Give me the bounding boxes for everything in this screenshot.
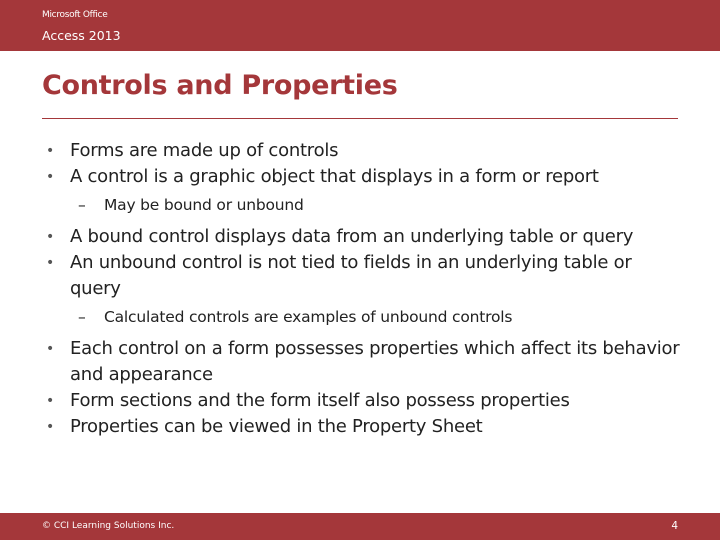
- bullet-marker: •: [46, 255, 55, 271]
- sub-bullet-text: Calculated controls are examples of unbound controls: [104, 308, 513, 326]
- bullet-marker: •: [46, 169, 55, 185]
- page-number: 4: [671, 520, 678, 532]
- bullet-item: [22, 224, 682, 250]
- sub-bullet-text: May be bound or unbound: [104, 196, 304, 214]
- header-band: [0, 0, 720, 51]
- bullet-marker: •: [46, 419, 55, 435]
- bullet-marker: •: [46, 229, 55, 245]
- bullet-text: Each control on a form possesses properties which affect its behavior and appearance: [70, 338, 680, 385]
- bullet-marker: •: [46, 393, 55, 409]
- bullet-item: [22, 138, 682, 164]
- dash-marker: –: [78, 308, 86, 326]
- title-divider: [42, 118, 678, 119]
- bullet-list: [22, 138, 682, 440]
- bullet-marker: •: [46, 143, 55, 159]
- sub-bullet-item: [22, 194, 682, 216]
- slide-title: Controls and Properties: [42, 70, 398, 101]
- bullet-text: Forms are made up of controls: [70, 140, 339, 161]
- bullet-item: [22, 250, 682, 302]
- bullet-marker: •: [46, 341, 55, 357]
- bullet-text: An unbound control is not tied to fields in an underlying table or query: [70, 252, 632, 299]
- bullet-text: Properties can be viewed in the Property Sheet: [70, 416, 483, 437]
- bullet-text: A bound control displays data from an underlying table or query: [70, 226, 634, 247]
- bullet-text: A control is a graphic object that displays in a form or report: [70, 166, 599, 187]
- copyright-text: © CCI Learning Solutions Inc.: [42, 521, 175, 531]
- bullet-item: [22, 164, 682, 190]
- bullet-text: Form sections and the form itself also possess properties: [70, 390, 570, 411]
- footer-band: [0, 513, 720, 540]
- bullet-item: [22, 414, 682, 440]
- sub-bullet-item: [22, 306, 682, 328]
- product-label: Access 2013: [42, 28, 121, 43]
- dash-marker: –: [78, 196, 86, 214]
- bullet-item: [22, 336, 682, 388]
- brand-label: Microsoft Office: [42, 10, 108, 20]
- bullet-item: [22, 388, 682, 414]
